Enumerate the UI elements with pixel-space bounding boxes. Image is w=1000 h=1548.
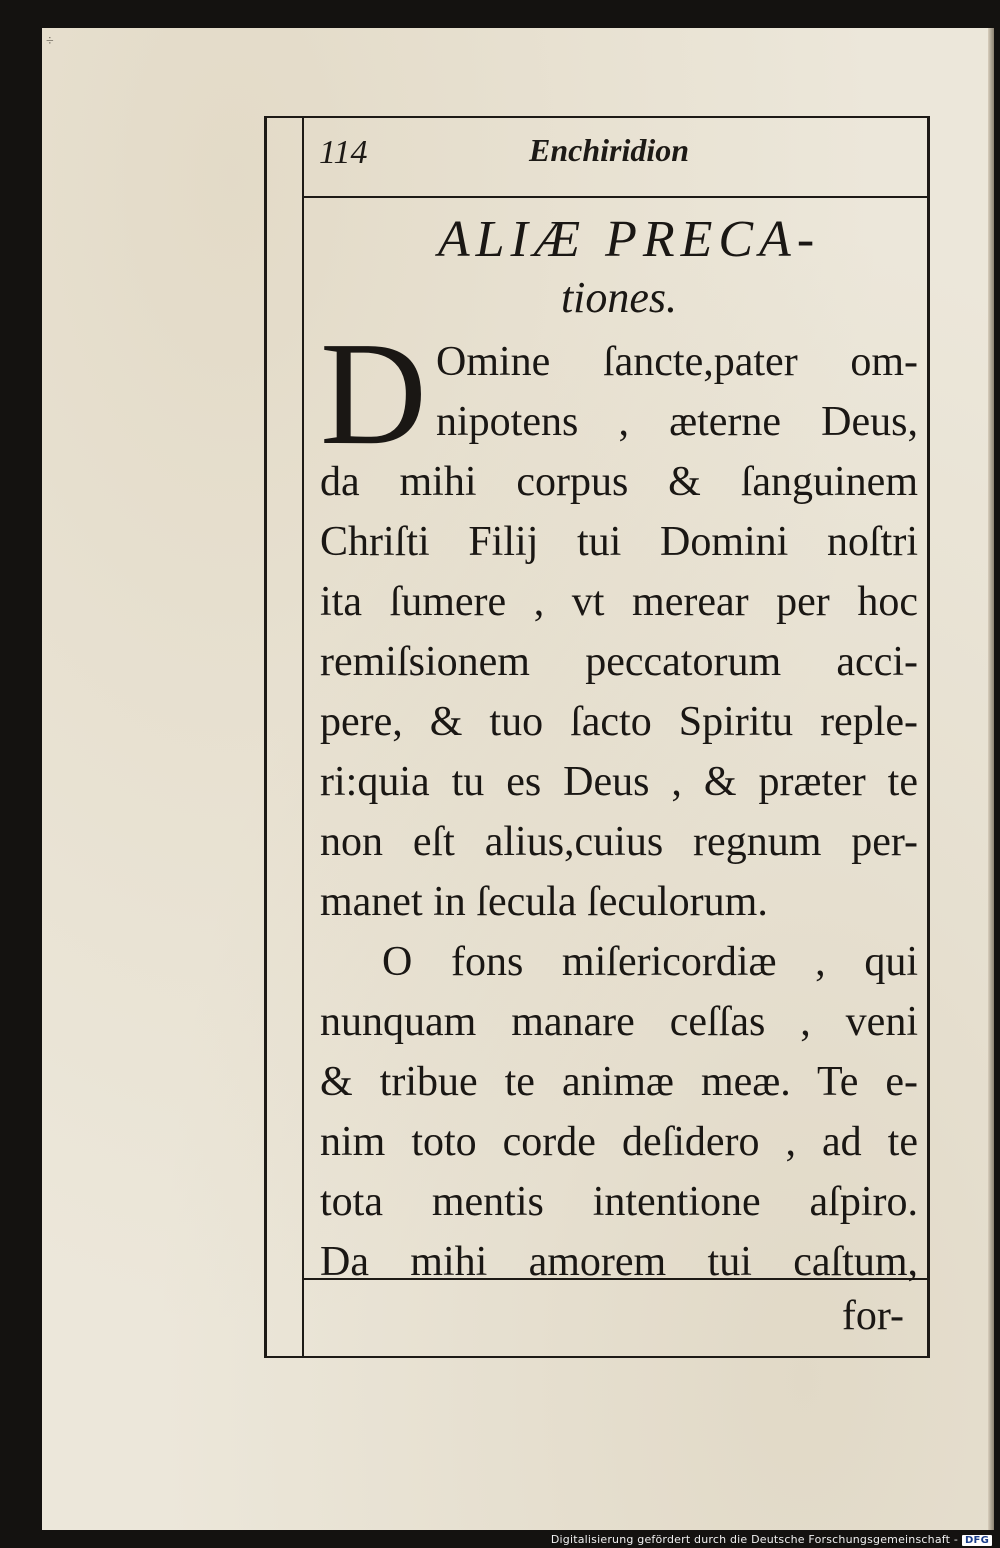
text-line: O fons miſericordiæ , qui bbox=[382, 939, 918, 985]
text-line: da mihi corpus & ſanguinem bbox=[320, 459, 918, 505]
type-frame bbox=[264, 116, 930, 1358]
running-title: Enchiridion bbox=[529, 132, 690, 168]
page-number: 114 bbox=[319, 134, 368, 171]
text-line: Da mihi amorem tui caſtum, bbox=[320, 1239, 918, 1285]
drop-cap: D bbox=[320, 312, 427, 476]
text-line: nipotens , æterne Deus, bbox=[436, 399, 918, 445]
section-title-line-2: tiones. bbox=[560, 273, 678, 322]
text-line: & tribue te animæ meæ. Te e- bbox=[320, 1059, 918, 1105]
text-line: non eſt alius,cuius regnum per- bbox=[320, 819, 918, 865]
paragraph-1 bbox=[320, 312, 918, 932]
section-title-line-1: ALIÆ PRECA- bbox=[437, 211, 821, 268]
frame-rule-left-outer bbox=[264, 118, 267, 1356]
text-line: nunquam manare ceſſas , veni bbox=[320, 999, 918, 1045]
paragraph-2 bbox=[320, 932, 918, 1292]
credit-text: Digitalisierung gefördert durch die Deutsche Forschungsgemeinschaft - bbox=[550, 1533, 959, 1546]
frame-rule-left-inner bbox=[302, 118, 304, 1356]
drop-cap-row bbox=[320, 312, 918, 476]
running-head bbox=[319, 126, 920, 182]
text-line: Chriſti Filij tui Domini noſtri bbox=[320, 519, 918, 565]
text-line: manet in ſecula ſeculorum. bbox=[320, 879, 768, 925]
text-line: remiſsionem peccatorum acci- bbox=[320, 639, 918, 685]
digitization-credit bbox=[551, 1533, 992, 1546]
text-line: nim toto corde deſidero , ad te bbox=[320, 1119, 918, 1165]
footer bbox=[320, 1278, 918, 1356]
text-line: ita ſumere , vt merear per hoc bbox=[320, 579, 918, 625]
page-edge bbox=[988, 28, 994, 1530]
frame-rule-right bbox=[927, 118, 930, 1356]
text-line: tota mentis intentione aſpiro. bbox=[320, 1179, 918, 1225]
text-line: Omine ſancte,pater om- bbox=[436, 339, 918, 385]
corner-mark: ÷ bbox=[46, 34, 54, 49]
text-line: ri:quia tu es Deus , & præter te bbox=[320, 759, 918, 805]
header-rule bbox=[302, 196, 930, 198]
text-block bbox=[320, 210, 918, 1292]
book-page bbox=[42, 28, 994, 1530]
text-line: pere, & tuo ſacto Spiritu reple- bbox=[320, 699, 918, 745]
catchword: for- bbox=[841, 1293, 904, 1339]
dfg-logo: DFG bbox=[962, 1535, 992, 1546]
